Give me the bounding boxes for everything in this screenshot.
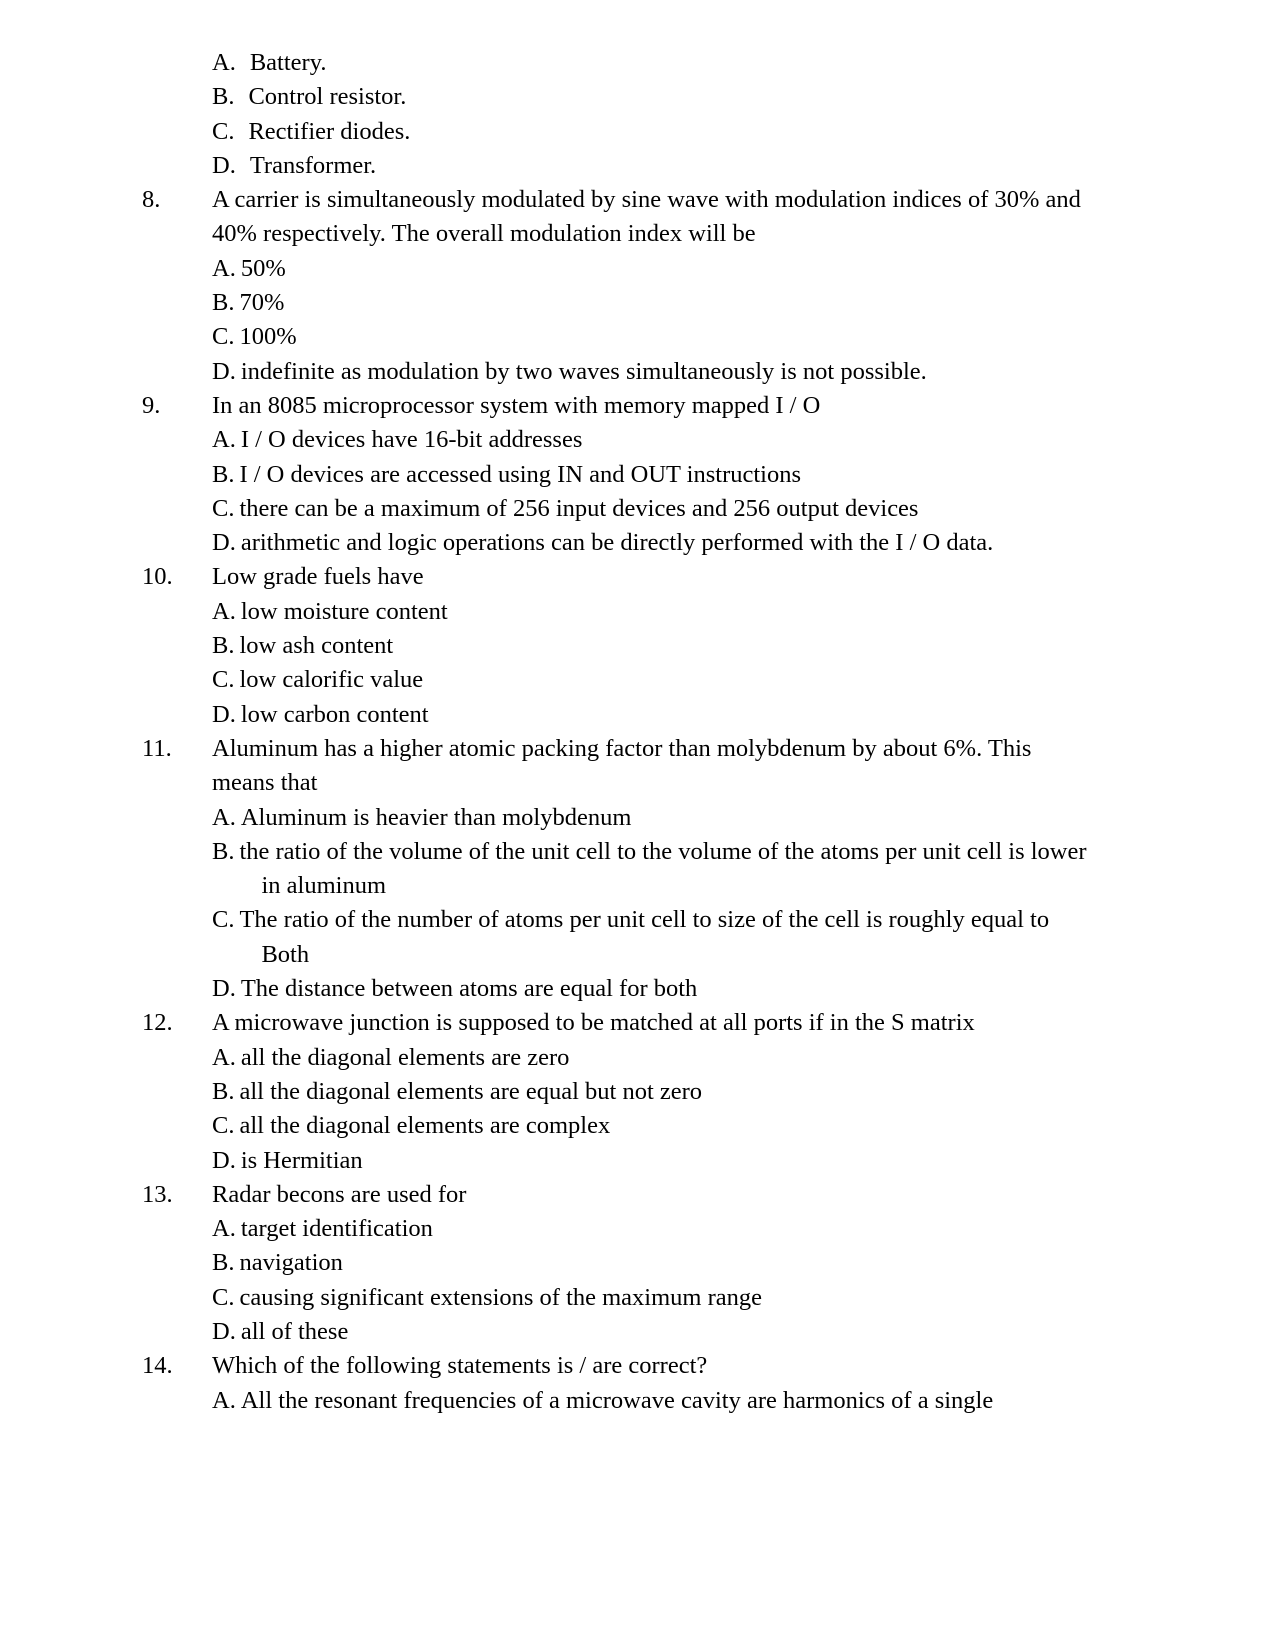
option-row bbox=[212, 1246, 1092, 1280]
option-letter: B. bbox=[212, 83, 235, 111]
option-text: 70% bbox=[239, 289, 285, 317]
option-letter: A. bbox=[212, 597, 236, 625]
option-text: The ratio of the number of atoms per unit cell to size of the cell is roughly equal to Both bbox=[239, 906, 1050, 968]
option-row bbox=[212, 526, 1092, 560]
option-text: Rectifier diodes. bbox=[248, 117, 411, 145]
option-letter: B. bbox=[212, 1077, 235, 1105]
option-text: I / O devices are accessed using IN and OUT instructions bbox=[239, 460, 801, 488]
option-row bbox=[212, 835, 1092, 904]
option-letter: C. bbox=[212, 1112, 235, 1140]
option-text: Transformer. bbox=[249, 151, 377, 179]
question-number: 13. bbox=[142, 1180, 173, 1208]
option-text: low ash content bbox=[239, 632, 394, 660]
question-stem: In an 8085 microprocessor system with memory mapped I / O bbox=[212, 391, 821, 419]
question-9 bbox=[142, 389, 1092, 560]
option-row bbox=[212, 1384, 1092, 1418]
option-letter: A. bbox=[212, 1215, 236, 1243]
option-text: all the diagonal elements are zero bbox=[240, 1043, 570, 1071]
option-text: 100% bbox=[239, 323, 297, 351]
question-stem: Low grade fuels have bbox=[212, 563, 424, 591]
option-row bbox=[212, 1315, 1092, 1349]
option-row bbox=[212, 46, 1092, 80]
option-text: The distance between atoms are equal for both bbox=[240, 975, 698, 1003]
option-text: All the resonant frequencies of a microwave cavity are harmonics of a single bbox=[240, 1386, 994, 1414]
option-letter: D. bbox=[212, 700, 236, 728]
option-row bbox=[212, 355, 1092, 389]
option-text: indefinite as modulation by two waves simultaneously is not possible. bbox=[240, 357, 927, 385]
option-row bbox=[212, 801, 1092, 835]
option-row bbox=[212, 663, 1092, 697]
question-stem: Aluminum has a higher atomic packing factor than molybdenum by about 6%. This means that bbox=[212, 734, 1032, 797]
option-row bbox=[212, 903, 1092, 972]
option-letter: C. bbox=[212, 323, 235, 351]
option-letter: B. bbox=[212, 632, 235, 660]
option-text: Control resistor. bbox=[248, 83, 407, 111]
option-letter: A. bbox=[212, 254, 236, 282]
option-row bbox=[212, 492, 1092, 526]
option-row bbox=[212, 115, 1092, 149]
option-row bbox=[212, 1109, 1092, 1143]
option-text: there can be a maximum of 256 input devices and 256 output devices bbox=[239, 494, 919, 522]
question-number: 9. bbox=[142, 391, 161, 419]
option-letter: D. bbox=[212, 357, 236, 385]
question-body bbox=[212, 732, 1092, 1006]
option-text: navigation bbox=[239, 1249, 343, 1277]
option-text: low carbon content bbox=[240, 700, 429, 728]
question-stem: A carrier is simultaneously modulated by sine wave with modulation indices of 30% and 40% respectively. The overall modulation index will be bbox=[212, 186, 1081, 248]
option-letter: B. bbox=[212, 289, 235, 317]
option-row bbox=[212, 458, 1092, 492]
orphan-option-list bbox=[212, 46, 1092, 183]
option-letter: D. bbox=[212, 1146, 236, 1174]
option-row bbox=[212, 149, 1092, 183]
option-row bbox=[212, 698, 1092, 732]
option-letter: D. bbox=[212, 151, 236, 179]
option-text: all the diagonal elements are complex bbox=[239, 1112, 611, 1140]
option-letter: A. bbox=[212, 1386, 236, 1414]
option-text: the ratio of the volume of the unit cell to the volume of the atoms per unit cell is lower in aluminum bbox=[239, 837, 1087, 900]
option-letter: A. bbox=[212, 49, 236, 76]
option-letter: A. bbox=[212, 1043, 236, 1071]
question-10 bbox=[142, 560, 1092, 731]
option-text: low moisture content bbox=[240, 597, 448, 625]
option-row bbox=[212, 252, 1092, 286]
question-number: 11. bbox=[142, 734, 172, 762]
option-letter: D. bbox=[212, 529, 236, 557]
question-list bbox=[142, 46, 1092, 1418]
question-number: 10. bbox=[142, 563, 173, 591]
question-number: 14. bbox=[142, 1352, 173, 1380]
question-8 bbox=[142, 183, 1092, 389]
option-text: 50% bbox=[240, 254, 286, 282]
option-letter: B. bbox=[212, 1249, 235, 1277]
question-stem: A microwave junction is supposed to be matched at all ports if in the S matrix bbox=[212, 1009, 975, 1037]
option-text: target identification bbox=[240, 1215, 433, 1243]
option-text: I / O devices have 16-bit addresses bbox=[240, 426, 583, 454]
option-letter: C. bbox=[212, 906, 235, 934]
option-row bbox=[212, 80, 1092, 114]
option-row bbox=[212, 320, 1092, 354]
option-letter: B. bbox=[212, 460, 235, 488]
option-letter: C. bbox=[212, 666, 235, 694]
option-row bbox=[212, 972, 1092, 1006]
option-text: arithmetic and logic operations can be directly performed with the I / O data. bbox=[240, 529, 994, 557]
option-letter: A. bbox=[212, 803, 236, 831]
option-row bbox=[212, 286, 1092, 320]
option-text: Battery. bbox=[249, 49, 327, 76]
option-row bbox=[212, 1212, 1092, 1246]
question-body bbox=[212, 389, 1092, 560]
option-row bbox=[212, 629, 1092, 663]
option-text: causing significant extensions of the maximum range bbox=[239, 1283, 763, 1311]
option-text: low calorific value bbox=[239, 666, 424, 694]
option-letter: A. bbox=[212, 426, 236, 454]
option-letter: D. bbox=[212, 1317, 236, 1345]
option-letter: C. bbox=[212, 1283, 235, 1311]
option-text: is Hermitian bbox=[240, 1146, 363, 1174]
option-row bbox=[212, 1075, 1092, 1109]
option-row bbox=[212, 595, 1092, 629]
question-body bbox=[212, 1178, 1092, 1349]
option-row bbox=[212, 1144, 1092, 1178]
option-row bbox=[212, 1041, 1092, 1075]
question-number: 12. bbox=[142, 1009, 173, 1037]
question-11 bbox=[142, 732, 1092, 1006]
question-body bbox=[212, 1349, 1092, 1418]
option-letter: C. bbox=[212, 117, 235, 145]
option-row bbox=[212, 423, 1092, 457]
question-12 bbox=[142, 1006, 1092, 1177]
option-letter: B. bbox=[212, 837, 235, 865]
option-row bbox=[212, 1281, 1092, 1315]
question-number: 8. bbox=[142, 186, 161, 214]
option-letter: C. bbox=[212, 494, 235, 522]
question-body bbox=[212, 1006, 1092, 1177]
option-letter: D. bbox=[212, 975, 236, 1003]
option-text: all of these bbox=[240, 1317, 349, 1345]
question-body bbox=[212, 560, 1092, 731]
question-13 bbox=[142, 1178, 1092, 1349]
question-stem: Which of the following statements is / are correct? bbox=[212, 1352, 708, 1380]
question-body bbox=[212, 183, 1092, 389]
question-14 bbox=[142, 1349, 1092, 1418]
question-stem: Radar becons are used for bbox=[212, 1180, 467, 1208]
option-text: Aluminum is heavier than molybdenum bbox=[240, 803, 632, 831]
option-text: all the diagonal elements are equal but not zero bbox=[239, 1077, 703, 1105]
